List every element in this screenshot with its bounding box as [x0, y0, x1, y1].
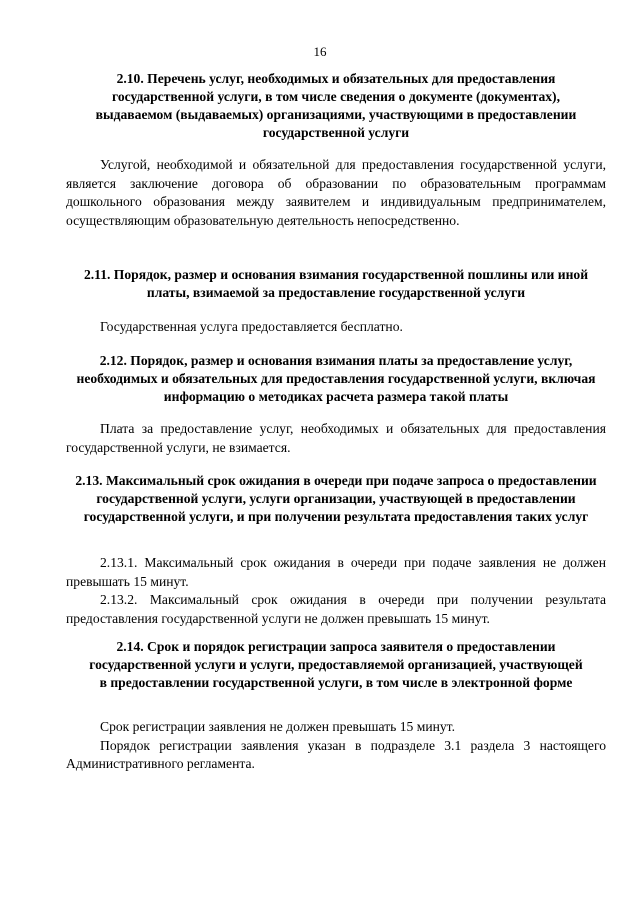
section-paragraph: Государственная услуга предоставляется бесплатно.	[100, 319, 403, 334]
section-2-12	[66, 352, 606, 406]
section-2-10	[66, 70, 606, 142]
section-paragraph: 2.13.1. Максимальный срок ожидания в очереди при подаче заявления не должен превышать 15 минут.	[66, 555, 606, 589]
section-2-13	[66, 472, 606, 526]
section-paragraph: 2.13.2. Максимальный срок ожидания в очереди при получении результата предоставления государственной услуги не должен превышать 15 минут.	[66, 592, 606, 626]
section-2-11	[66, 266, 606, 302]
section-2-14-body	[66, 718, 606, 774]
section-heading: 2.12. Порядок, размер и основания взимания платы за предоставление услуг, необходимых и обязательных для предоставления государственной услуги, включая информацию о методиках расчета размера такой платы	[76, 353, 596, 404]
section-heading: 2.10. Перечень услуг, необходимых и обязательных для предоставления государственной услуги, в том числе сведения о документе (документах), выдаваемом (выдаваемых) организациями, участвующими в предоставлении государственной услуги	[95, 71, 577, 140]
section-paragraph: Порядок регистрации заявления указан в подразделе 3.1 раздела 3 настоящего Административного регламента.	[66, 737, 606, 771]
section-2-12-body	[66, 420, 606, 457]
section-2-13-body	[66, 554, 606, 628]
section-heading: 2.13. Максимальный срок ожидания в очереди при подаче запроса о предоставлении государственной услуги, услуги организации, участвующей в предоставлении государственной услуги, и при получении результата предоставления таких услуг	[75, 473, 597, 524]
section-paragraph: Срок регистрации заявления не должен превышать 15 минут.	[100, 719, 455, 734]
section-heading: 2.14. Срок и порядок регистрации запроса заявителя о предоставлении государственной услуги и услуги, предоставляемой организацией, участвующей в предоставлении государственной услуги, в том числе в электронной форме	[89, 639, 583, 690]
section-2-14	[66, 638, 606, 692]
section-heading: 2.11. Порядок, размер и основания взимания государственной пошлины или иной платы, взимаемой за предоставление государственной услуги	[83, 267, 589, 300]
section-2-11-body	[66, 318, 606, 337]
section-2-10-body	[66, 156, 606, 230]
section-paragraph: Услугой, необходимой и обязательной для предоставления государственной услуги, является заключение договора об образовании по образовательным программам дошкольного образования между заявителем и индивидуальным предпринимателем, осуществляющим образовательную деятельность непосредственно.	[66, 157, 606, 228]
section-paragraph: Плата за предоставление услуг, необходимых и обязательных для предоставления государственной услуги, не взимается.	[66, 421, 606, 455]
page-number: 16	[313, 44, 327, 59]
